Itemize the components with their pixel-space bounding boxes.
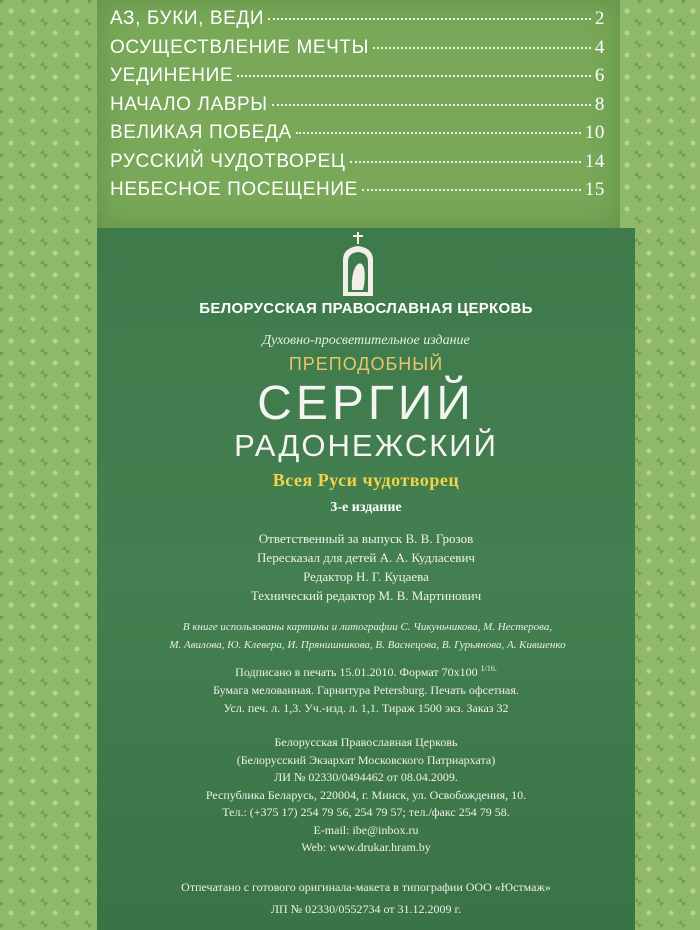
toc-item-page: 8 bbox=[594, 93, 605, 115]
toc-item-title: УЕДИНЕНИЕ bbox=[110, 65, 234, 86]
toc-item-title: НАЧАЛО ЛАВРЫ bbox=[110, 93, 268, 115]
book-title-line-1: СЕРГИЙ bbox=[257, 377, 475, 430]
toc-item bbox=[110, 65, 605, 94]
publication-type: Духовно-просветительное издание bbox=[262, 333, 470, 348]
illustrators-line: В книге использованы картины и литографии С. Чикуньчикова, М. Нестерова, bbox=[182, 621, 553, 633]
toc-leader-dots bbox=[373, 47, 591, 49]
toc-item-page: 10 bbox=[584, 122, 605, 143]
publisher-line: ЛИ № 02330/0494462 от 08.04.2009. bbox=[274, 770, 458, 784]
printer-license: ЛП № 02330/0552734 от 31.12.2009 г. bbox=[270, 902, 462, 916]
print-info-block bbox=[97, 660, 635, 717]
toc-item bbox=[110, 37, 605, 66]
credit-line: Редактор Н. Г. Куцаева bbox=[303, 569, 429, 584]
title-prefix: ПРЕПОДОБНЫЙ bbox=[288, 354, 444, 374]
book-subtitle: Всея Руси чудотворец bbox=[272, 470, 460, 490]
toc-leader-dots bbox=[268, 18, 591, 20]
format-fraction: 1/16. bbox=[480, 664, 497, 673]
publisher-web: Web: www.drukar.hram.by bbox=[301, 840, 431, 854]
publisher-block bbox=[97, 734, 635, 857]
publisher-email: E-mail: ibe@inbox.ru bbox=[313, 822, 419, 837]
edition-label: 3-е издание bbox=[330, 500, 402, 515]
toc-item bbox=[110, 8, 605, 37]
toc-item bbox=[110, 122, 605, 151]
credit-line: Ответственный за выпуск В. В. Грозов bbox=[258, 531, 474, 546]
toc-item-page: 14 bbox=[584, 150, 605, 172]
toc-item-page: 15 bbox=[584, 179, 605, 200]
toc-item-page: 6 bbox=[594, 65, 605, 86]
signed-to-print bbox=[97, 660, 635, 681]
illustrators-line: М. Авилова, Ю. Клевера, И. Прянишникова, В. Васнецова, В. Гурьянова, А. Кившенко bbox=[169, 639, 566, 651]
publisher-line: Тел.: (+375 17) 254 79 56, 254 79 57; тел./факс 254 79 58. bbox=[222, 805, 510, 819]
toc-item bbox=[110, 94, 605, 123]
toc-leader-dots bbox=[296, 132, 581, 134]
table-of-contents bbox=[110, 8, 605, 208]
illustrators-block bbox=[140, 618, 595, 654]
toc-leader-dots bbox=[237, 75, 591, 77]
church-name: БЕЛОРУССКАЯ ПРАВОСЛАВНАЯ ЦЕРКОВЬ bbox=[199, 300, 533, 317]
publisher-line: (Белорусский Экзархат Московского Патриархата) bbox=[236, 752, 496, 767]
toc-item-title: РУССКИЙ ЧУДОТВОРЕЦ bbox=[110, 150, 346, 172]
signed-text: Подписано в печать 15.01.2010. Формат 70x100 bbox=[235, 665, 478, 679]
credit-line: Пересказал для детей А. А. Кудласевич bbox=[257, 550, 475, 565]
credits-block bbox=[97, 529, 635, 605]
credit-line: Технический редактор М. В. Мартинович bbox=[250, 588, 482, 603]
publisher-line: Белорусская Православная Церковь bbox=[274, 735, 458, 749]
toc-leader-dots bbox=[272, 104, 591, 106]
volume-info: Усл. печ. л. 1,3. Уч.-изд. л. 1,1. Тираж 1500 экз. Заказ 32 bbox=[223, 701, 509, 715]
toc-item-title: ОСУЩЕСТВЛЕНИЕ МЕЧТЫ bbox=[110, 36, 370, 58]
toc-leader-dots bbox=[362, 189, 581, 191]
toc-item-title: ВЕЛИКАЯ ПОБЕДА bbox=[110, 122, 292, 143]
toc-item-title: АЗ, БУКИ, ВЕДИ bbox=[110, 8, 265, 29]
footer-block bbox=[97, 876, 635, 920]
toc-item-page: 2 bbox=[594, 8, 605, 29]
paper-info: Бумага мелованная. Гарнитура Petersburg. Печать офсетная. bbox=[213, 683, 519, 697]
printer-info: Отпечатано с готового оригинала-макета в типографии ООО «Юстмаж» bbox=[181, 880, 551, 894]
book-title-line-2: РАДОНЕЖСКИЙ bbox=[234, 428, 498, 463]
toc-item bbox=[110, 151, 605, 180]
toc-leader-dots bbox=[350, 161, 581, 163]
toc-item-title: НЕБЕСНОЕ ПОСЕЩЕНИЕ bbox=[110, 179, 358, 200]
church-emblem-icon bbox=[337, 230, 379, 300]
toc-item bbox=[110, 179, 605, 208]
publisher-line: Республика Беларусь, 220004, г. Минск, ул. Освобождения, 10. bbox=[205, 787, 527, 802]
toc-item-page: 4 bbox=[594, 36, 605, 58]
